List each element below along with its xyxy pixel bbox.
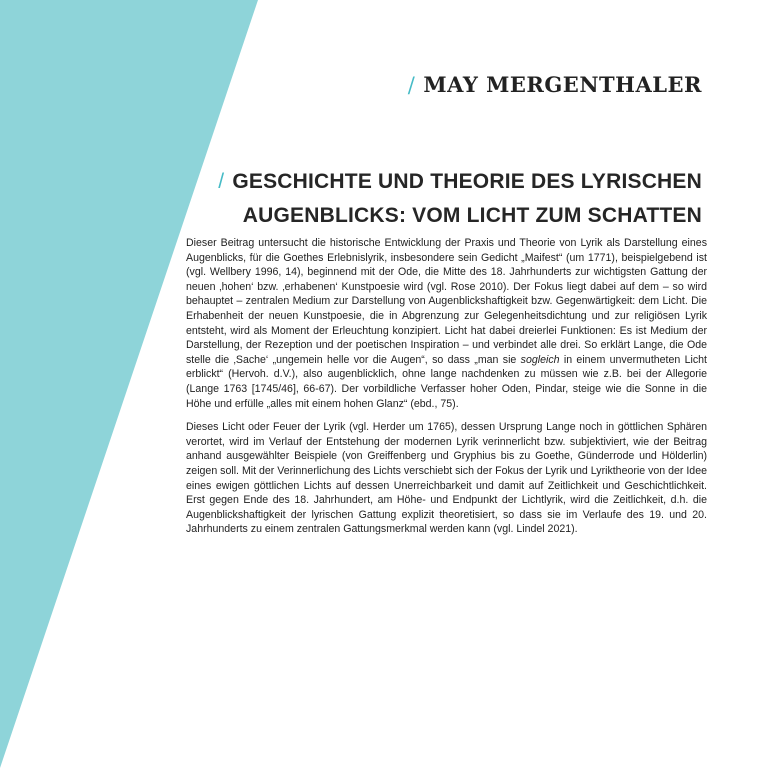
abstract-paragraph-1-part-2: in einem unvermutheten Licht erblickt“ (Hervoh. d.V.), also augenblicklich, ohne lange nachdenken zu müssen wie z.B. bei der Allegorie (Lange 1763 [1745/46], 66-67). Der vorbildliche Verfasser hoher Oden, Pindar, steige wie die Sonne in die Höhe und erfülle „alles mit einem hohen Glanz“ (ebd., 75). bbox=[186, 353, 707, 410]
abstract-paragraph-1-part-1: Dieser Beitrag untersucht die historische Entwicklung der Praxis und Theorie von Lyrik als Darstellung eines Augenblicks, für die Goethes Erlebnislyrik, insbesondere sein Gedicht „Maifest“ (um 1771), beispielgebend ist (vgl. Wellbery 1996, 14), beginnend mit der Ode, die Mitte des 18. Jahrhunderts zur wichtigsten Gattung der neuen ‚hohen‘ bzw. ‚erhabenen‘ Kunstpoesie wird (vgl. Rose 2010). Der Fokus liegt dabei auf dem – so wird behauptet – zentralen Medium zur Darstellung von Augenblickshaftigkeit bzw. Gegenwärtigkeit: dem Licht. Die Erhabenheit der neuen Kunstpoesie, die in Abgrenzung zur Gelegenheitsdichtung und zur religiösen Lyrik entsteht, wird als Moment der Erleuchtung konzipiert. Licht hat dabei dreierlei Funktionen: Es ist Medium der Darstellung, der Rezeption und der poetischen Inspiration – und verbindet alle drei. So erklärt Lange, die Ode stelle die ‚Sache‘ „ungemein helle vor die Augen“, so dass „man sie bbox=[186, 237, 707, 366]
abstract-paragraph-2: Dieses Licht oder Feuer der Lyrik (vgl. Herder um 1765), dessen Ursprung Lange noch in göttlichen Sphären verortet, wird im Verlauf der Entstehung der modernen Lyrik verinnerlicht bzw. subjektiviert, wie der Beitrag anhand ausgewählter Beispiele (von Greiffenberg und Gryphius bis zu Goethe, Günderrode und Hölderlin) zeigen soll. Mit der Verinnerlichung des Lichts verschiebt sich der Fokus der Lyrik und Lyriktheorie von der Idee eines ewigen göttlichen Lichts auf dessen Unerreichbarkeit und damit auf Zeitlichkeit und Geschichtlichkeit. Erst gegen Ende des 18. Jahrhundert, am Höhe- und Endpunkt der Lichtlyrik, wird die Zeitlichkeit, d.h. die Augenblickshaftigkeit der lyrischen Gattung explizit theoretisiert, so dass sie im Verlaufe des 19. und 20. Jahrhunderts zu einem zentralen Gattungsmerkmal werden kann (vgl. Lindel 2021). bbox=[186, 421, 707, 536]
article-title bbox=[218, 165, 702, 233]
abstract-emphasis-sogleich: sogleich bbox=[520, 353, 560, 366]
author-name: MAY MERGENTHALER bbox=[423, 72, 702, 97]
abstract bbox=[186, 236, 707, 546]
author-heading bbox=[408, 72, 702, 97]
author-slash-mark: / bbox=[407, 73, 416, 97]
abstract-paragraph-1 bbox=[186, 236, 707, 411]
title-line-1-text: GESCHICHTE UND THEORIE DES LYRISCHEN bbox=[232, 169, 702, 193]
title-line-2: AUGENBLICKS: VOM LICHT ZUM SCHATTEN bbox=[242, 203, 702, 227]
title-line-1 bbox=[218, 165, 702, 199]
title-slash-mark: / bbox=[218, 169, 225, 193]
